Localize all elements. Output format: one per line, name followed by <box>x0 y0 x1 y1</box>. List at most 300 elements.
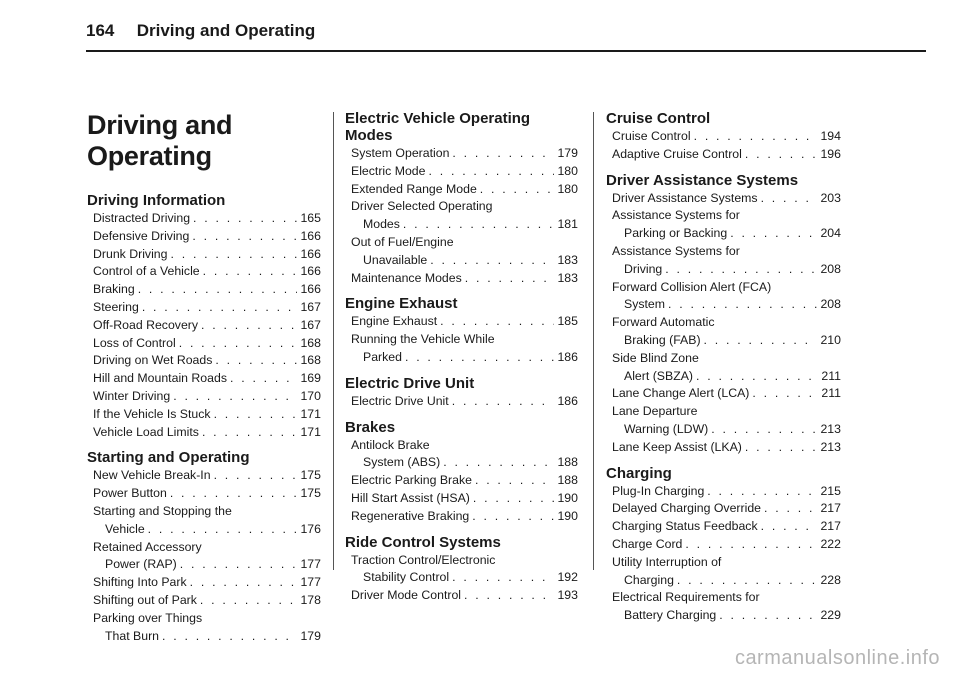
toc-entry[interactable] <box>345 472 578 490</box>
toc-entry-text-line1: Forward Collision Alert (FCA) <box>612 279 772 294</box>
toc-entry[interactable] <box>87 228 321 246</box>
toc-section <box>606 172 841 457</box>
toc-page-number: 222 <box>820 536 841 551</box>
toc-entry[interactable] <box>87 317 321 335</box>
toc-entry-text: Off-Road Recovery <box>93 317 199 332</box>
toc-entry-text: Hill Start Assist (HSA) <box>351 490 470 505</box>
toc-page-number: 167 <box>300 317 321 332</box>
toc-entry[interactable] <box>606 190 841 208</box>
toc-entry[interactable] <box>345 181 578 199</box>
toc-entry-text: Maintenance Modes <box>351 270 462 285</box>
dot-leader <box>200 592 298 610</box>
toc-entry[interactable] <box>87 485 321 503</box>
column-divider <box>333 112 334 570</box>
section-heading[interactable]: Charging <box>606 464 672 482</box>
toc-entry-text-line1: Parking over Things <box>93 610 203 625</box>
toc-entry-text: Engine Exhaust <box>351 314 438 329</box>
toc-entry-text: Driving on Wet Roads <box>93 353 213 368</box>
toc-entry[interactable] <box>345 490 578 508</box>
toc-entry-text: Charging <box>624 572 674 587</box>
toc-entry-text-line1: Electrical Requirements for <box>612 590 760 605</box>
dot-leader <box>475 472 555 490</box>
toc-entry-line <box>93 228 321 246</box>
toc-entry-line <box>612 261 841 279</box>
toc-entry-line <box>93 424 321 442</box>
dot-leader <box>472 508 554 526</box>
dot-leader <box>214 467 298 485</box>
toc-page-number: 188 <box>557 473 578 488</box>
toc-entry-line <box>351 252 578 270</box>
section-heading[interactable]: Cruise Control <box>606 110 711 127</box>
toc-entry-text: New Vehicle Break-In <box>93 468 211 483</box>
toc-page-number: 203 <box>820 190 841 205</box>
page-header <box>86 18 926 44</box>
toc-page-number: 175 <box>300 486 321 501</box>
dot-leader <box>761 518 818 536</box>
toc-entry-text: Modes <box>363 217 400 232</box>
dot-leader <box>704 332 818 350</box>
toc-entry[interactable] <box>87 503 321 539</box>
toc-section <box>345 375 578 411</box>
toc-entry-line <box>612 500 841 518</box>
toc-entry[interactable] <box>606 146 841 164</box>
toc-entry-text: Hill and Mountain Roads <box>93 371 227 386</box>
toc-entry-text: Parked <box>363 349 402 364</box>
toc-page-number: 210 <box>820 332 841 347</box>
toc-page-number: 190 <box>557 508 578 523</box>
toc-entry-line <box>93 592 321 610</box>
toc-entry[interactable] <box>87 592 321 610</box>
toc-page-number: 217 <box>820 519 841 534</box>
toc-entry-line <box>93 263 321 281</box>
toc-entry-text-line1: Running the Vehicle While <box>351 332 495 347</box>
toc-entry[interactable] <box>606 385 841 403</box>
toc-entry[interactable] <box>606 128 841 146</box>
toc-page-number: 171 <box>300 406 321 421</box>
dot-leader <box>452 569 554 587</box>
dot-leader <box>677 572 818 590</box>
toc-section <box>87 192 321 441</box>
toc-entry-line <box>612 572 841 590</box>
toc-entry-text: Braking (FAB) <box>624 332 701 347</box>
section-heading[interactable]: Brakes <box>345 418 396 436</box>
toc-entry[interactable] <box>345 163 578 181</box>
toc-entry-line <box>612 536 841 554</box>
toc-page-number: 171 <box>300 424 321 439</box>
toc-entry-line <box>612 439 841 457</box>
toc-entry-text: Winter Driving <box>93 388 171 403</box>
dot-leader <box>707 483 817 501</box>
column-divider <box>593 112 594 570</box>
dot-leader <box>711 421 817 439</box>
toc-page-number: 193 <box>557 588 578 603</box>
toc-entry[interactable] <box>345 234 578 270</box>
toc-entry-text: Stability Control <box>363 570 450 585</box>
toc-entry-text: Adaptive Cruise Control <box>612 146 742 161</box>
toc-column-2 <box>345 110 578 613</box>
toc-entry-line <box>93 485 321 503</box>
toc-entry-line <box>612 421 841 439</box>
toc-entry[interactable] <box>606 243 841 279</box>
dot-leader <box>179 335 298 353</box>
toc-page-number: 192 <box>557 570 578 585</box>
toc-page-number: 183 <box>557 270 578 285</box>
dot-leader <box>142 299 298 317</box>
toc-entry[interactable] <box>606 350 841 386</box>
dot-leader <box>685 536 817 554</box>
toc-page-number: 177 <box>300 575 321 590</box>
toc-entry-text: Lane Change Alert (LCA) <box>612 386 750 401</box>
toc-entry-line <box>93 335 321 353</box>
dot-leader <box>202 424 298 442</box>
dot-leader <box>464 587 554 605</box>
toc-entry-text: Alert (SBZA) <box>624 368 694 383</box>
toc-entry-line <box>93 556 321 574</box>
dot-leader <box>719 607 817 625</box>
toc-entry-text: Shifting Into Park <box>93 575 187 590</box>
toc-entry-text-line1: Forward Automatic <box>612 315 715 330</box>
toc-section <box>345 534 578 605</box>
toc-entry-text: Electric Parking Brake <box>351 473 472 488</box>
toc-entry-line <box>612 128 841 146</box>
page-number: 164 <box>86 21 115 40</box>
toc-entry-line <box>612 518 841 536</box>
toc-page-number: 208 <box>820 297 841 312</box>
toc-entry[interactable] <box>606 536 841 554</box>
toc-page-number: 177 <box>300 557 321 572</box>
toc-entry-text-line1: Assistance Systems for <box>612 208 740 223</box>
dot-leader <box>764 500 817 518</box>
toc-entry-text: Driving <box>624 261 663 276</box>
toc-entry-line <box>351 454 578 472</box>
toc-entry[interactable] <box>87 352 321 370</box>
toc-page-number: 168 <box>300 335 321 350</box>
toc-page-number: 215 <box>820 483 841 498</box>
toc-entry-text: Electric Drive Unit <box>351 393 449 408</box>
toc-section <box>345 419 578 526</box>
toc-page-number: 186 <box>557 393 578 408</box>
toc-page-number: 179 <box>300 628 321 643</box>
toc-page-number: 179 <box>557 146 578 160</box>
toc-entry-line <box>93 467 321 485</box>
toc-entry-text-line1: Lane Departure <box>612 404 698 419</box>
toc-page-number: 166 <box>300 228 321 243</box>
toc-entry[interactable] <box>87 388 321 406</box>
dot-leader <box>745 146 818 164</box>
toc-entry-text: Regenerative Braking <box>351 508 470 523</box>
toc-entry-line <box>351 569 578 587</box>
toc-entry-line <box>93 574 321 592</box>
dot-leader <box>403 216 555 234</box>
toc-entry[interactable] <box>606 207 841 243</box>
toc-entry-line <box>93 317 321 335</box>
toc-entry-line <box>612 225 841 243</box>
dot-leader <box>201 317 297 335</box>
toc-entry-text: Vehicle <box>105 521 145 536</box>
toc-entry-line <box>93 406 321 424</box>
toc-entry[interactable] <box>87 246 321 264</box>
dot-leader <box>190 574 298 592</box>
section-heading[interactable]: Ride Control Systems <box>345 533 501 551</box>
toc-entry[interactable] <box>606 439 841 457</box>
toc-entry-line <box>612 296 841 314</box>
toc-entry[interactable] <box>345 393 578 411</box>
toc-page-number: 186 <box>557 349 578 364</box>
toc-entry-text: Steering <box>93 299 139 314</box>
toc-page-number: 213 <box>820 421 841 436</box>
running-title: Driving and Operating <box>136 21 316 40</box>
toc-page-number: 180 <box>557 181 578 196</box>
toc-entry-text: Power (RAP) <box>105 557 177 572</box>
toc-entry-text: Distracted Driving <box>93 211 191 225</box>
dot-leader <box>138 281 298 299</box>
toc-entry-text-line1: Retained Accessory <box>93 539 202 554</box>
toc-entry-text: If the Vehicle Is Stuck <box>93 406 211 421</box>
toc-entry-text: Drunk Driving <box>93 246 168 261</box>
toc-page-number: 213 <box>820 439 841 454</box>
dot-leader <box>452 145 554 163</box>
toc-entry-text-line1: Traction Control/Electronic <box>351 552 496 567</box>
toc-entry[interactable] <box>345 270 578 288</box>
toc-page-number: 211 <box>821 368 841 383</box>
toc-entry-text: Warning (LDW) <box>624 421 709 436</box>
toc-entry-line <box>351 472 578 490</box>
toc-page-number: 211 <box>821 386 841 401</box>
toc-entry-line <box>351 181 578 199</box>
toc-entry-line <box>93 246 321 264</box>
toc-entry-line <box>351 313 578 331</box>
toc-page-number: 229 <box>820 608 841 623</box>
dot-leader <box>465 270 555 288</box>
toc-entry-text: Plug-In Charging <box>612 483 705 498</box>
toc-entry[interactable] <box>606 314 841 350</box>
toc-entry[interactable] <box>87 539 321 575</box>
toc-entry[interactable] <box>606 500 841 518</box>
toc-entry-line <box>612 190 841 208</box>
toc-entry-text: System Operation <box>351 146 450 160</box>
toc-entry-line <box>612 146 841 164</box>
toc-entry[interactable] <box>87 610 321 646</box>
toc-entry-text: Charging Status Feedback <box>612 519 758 534</box>
toc-entry-line <box>351 216 578 234</box>
toc-page-number: 166 <box>300 246 321 261</box>
toc-entry[interactable] <box>606 518 841 536</box>
toc-entry[interactable] <box>345 508 578 526</box>
toc-entry-text: Driver Mode Control <box>351 588 462 603</box>
toc-entry-line <box>351 490 578 508</box>
dot-leader <box>761 190 818 208</box>
toc-entry[interactable] <box>345 331 578 367</box>
toc-entry-line <box>351 393 578 411</box>
toc-page-number: 178 <box>300 592 321 607</box>
toc-page-number: 190 <box>557 490 578 505</box>
toc-entry[interactable] <box>87 335 321 353</box>
toc-entry-line <box>93 521 321 539</box>
toc-entry-text-line1: Driver Selected Operating <box>351 199 493 214</box>
dot-leader <box>452 393 555 411</box>
toc-section <box>345 110 578 287</box>
toc-entry[interactable] <box>606 279 841 315</box>
toc-entry-text: Braking <box>93 282 135 297</box>
toc-page-number: 183 <box>557 252 578 267</box>
dot-leader <box>440 313 554 331</box>
toc-entry[interactable] <box>87 406 321 424</box>
toc-entry-text: System <box>624 297 665 312</box>
toc-entry-line <box>93 352 321 370</box>
toc-page-number: 175 <box>300 468 321 483</box>
dot-leader <box>745 439 818 457</box>
toc-entry-text: Loss of Control <box>93 335 176 350</box>
toc-entry-text-line1: Antilock Brake <box>351 437 430 452</box>
dot-leader <box>180 556 298 574</box>
toc-entry[interactable] <box>606 554 841 590</box>
dot-leader <box>173 388 297 406</box>
toc-entry[interactable] <box>345 587 578 605</box>
toc-entry-text: Defensive Driving <box>93 228 190 243</box>
toc-entry[interactable] <box>87 299 321 317</box>
section-heading[interactable]: Engine Exhaust <box>345 295 458 313</box>
toc-section <box>606 465 841 625</box>
toc-entry-line <box>612 368 841 386</box>
toc-entry-line <box>612 483 841 501</box>
toc-entry-text: Shifting out of Park <box>93 592 197 607</box>
dot-leader <box>473 490 555 508</box>
toc-entry-line <box>93 210 321 228</box>
toc-entry[interactable] <box>606 589 841 625</box>
toc-entry-line <box>93 388 321 406</box>
toc-entry-text: Control of a Vehicle <box>93 264 200 279</box>
toc-entry-text-line1: Out of Fuel/Engine <box>351 234 454 249</box>
dot-leader <box>405 349 555 367</box>
toc-entry-line <box>351 145 578 163</box>
toc-entry-line <box>93 281 321 299</box>
toc-entry-text-line1: Starting and Stopping the <box>93 503 232 518</box>
toc-page-number: 185 <box>557 314 578 329</box>
toc-section <box>345 295 578 366</box>
toc-entry[interactable] <box>87 467 321 485</box>
toc-page-number: 166 <box>300 282 321 297</box>
dot-leader <box>429 163 555 181</box>
chapter-title <box>87 110 232 172</box>
toc-column-1 <box>87 192 321 653</box>
toc-entry[interactable] <box>87 370 321 388</box>
dot-leader <box>193 210 297 228</box>
dot-leader <box>148 521 298 539</box>
dot-leader <box>480 181 555 199</box>
toc-entry-line <box>612 607 841 625</box>
toc-page-number: 165 <box>300 211 321 225</box>
toc-page-number: 168 <box>300 353 321 368</box>
toc-page-number: 167 <box>300 299 321 314</box>
section-heading[interactable]: Starting and Operating <box>87 449 250 467</box>
toc-entry[interactable] <box>606 483 841 501</box>
toc-entry-line <box>93 628 321 646</box>
toc-page-number: 188 <box>557 455 578 470</box>
toc-entry[interactable] <box>87 574 321 592</box>
chapter-title-line-2: Operating <box>87 141 212 171</box>
toc-entry-text-line1: Assistance Systems for <box>612 243 740 258</box>
toc-entry-text: Lane Keep Assist (LKA) <box>612 439 742 454</box>
toc-entry-text: Vehicle Load Limits <box>93 424 199 439</box>
toc-entry-line <box>351 270 578 288</box>
dot-leader <box>752 385 818 403</box>
toc-entry-text: Power Button <box>93 486 167 501</box>
toc-entry[interactable] <box>345 437 578 473</box>
dot-leader <box>665 261 817 279</box>
section-heading[interactable]: Driving Information <box>87 192 226 209</box>
toc-entry[interactable] <box>87 210 321 228</box>
toc-page-number: 194 <box>820 129 841 143</box>
toc-page-number: 170 <box>300 388 321 403</box>
toc-entry-line <box>351 587 578 605</box>
dot-leader <box>214 406 298 424</box>
toc-entry-text-line1: Utility Interruption of <box>612 554 722 569</box>
toc-entry-text-line1: Side Blind Zone <box>612 350 699 365</box>
toc-section <box>87 449 321 645</box>
toc-page-number: 166 <box>300 264 321 279</box>
toc-entry-text: Extended Range Mode <box>351 181 477 196</box>
toc-entry[interactable] <box>345 552 578 588</box>
toc-entry[interactable] <box>345 198 578 234</box>
dot-leader <box>694 128 818 146</box>
toc-entry-line <box>93 370 321 388</box>
toc-section <box>606 110 841 164</box>
toc-entry[interactable] <box>606 403 841 439</box>
toc-entry-text: Unavailable <box>363 252 428 267</box>
toc-entry-text: Battery Charging <box>624 608 717 623</box>
toc-page-number: 208 <box>820 261 841 276</box>
toc-page-number: 217 <box>820 501 841 516</box>
toc-entry[interactable] <box>345 145 578 163</box>
toc-entry[interactable] <box>87 281 321 299</box>
chapter-title-line-1: Driving and <box>87 110 233 140</box>
toc-page-number: 196 <box>820 146 841 161</box>
dot-leader <box>443 454 554 472</box>
dot-leader <box>162 628 297 646</box>
dot-leader <box>203 263 298 281</box>
section-heading[interactable]: Driver Assistance Systems <box>606 171 799 189</box>
dot-leader <box>170 485 298 503</box>
toc-entry-line <box>612 332 841 350</box>
section-heading[interactable]: Electric Drive Unit <box>345 374 475 392</box>
toc-page-number: 228 <box>820 572 841 587</box>
dot-leader <box>170 246 297 264</box>
toc-entry-line <box>93 299 321 317</box>
watermark: carmanualsonline.info <box>734 647 940 669</box>
toc-column-3 <box>606 110 841 633</box>
toc-entry[interactable] <box>87 424 321 442</box>
dot-leader <box>668 296 817 314</box>
toc-entry-text: System (ABS) <box>363 455 441 470</box>
toc-entry-text: Delayed Charging Override <box>612 501 762 516</box>
toc-entry-line <box>612 385 841 403</box>
dot-leader <box>230 370 297 388</box>
section-heading[interactable]: Electric Vehicle Operating Modes <box>345 110 531 144</box>
toc-entry-text: Cruise Control <box>612 129 691 143</box>
toc-page-number: 181 <box>557 217 578 232</box>
toc-page-number: 169 <box>300 371 321 386</box>
toc-entry-line <box>351 163 578 181</box>
toc-entry-text: Charge Cord <box>612 536 683 551</box>
toc-entry[interactable] <box>87 263 321 281</box>
toc-entry[interactable] <box>345 313 578 331</box>
toc-entry-text: Parking or Backing <box>624 226 728 241</box>
dot-leader <box>730 225 817 243</box>
dot-leader <box>215 352 297 370</box>
header-divider <box>86 50 926 52</box>
toc-entry-text: That Burn <box>105 628 159 643</box>
toc-entry-text: Electric Mode <box>351 163 426 178</box>
